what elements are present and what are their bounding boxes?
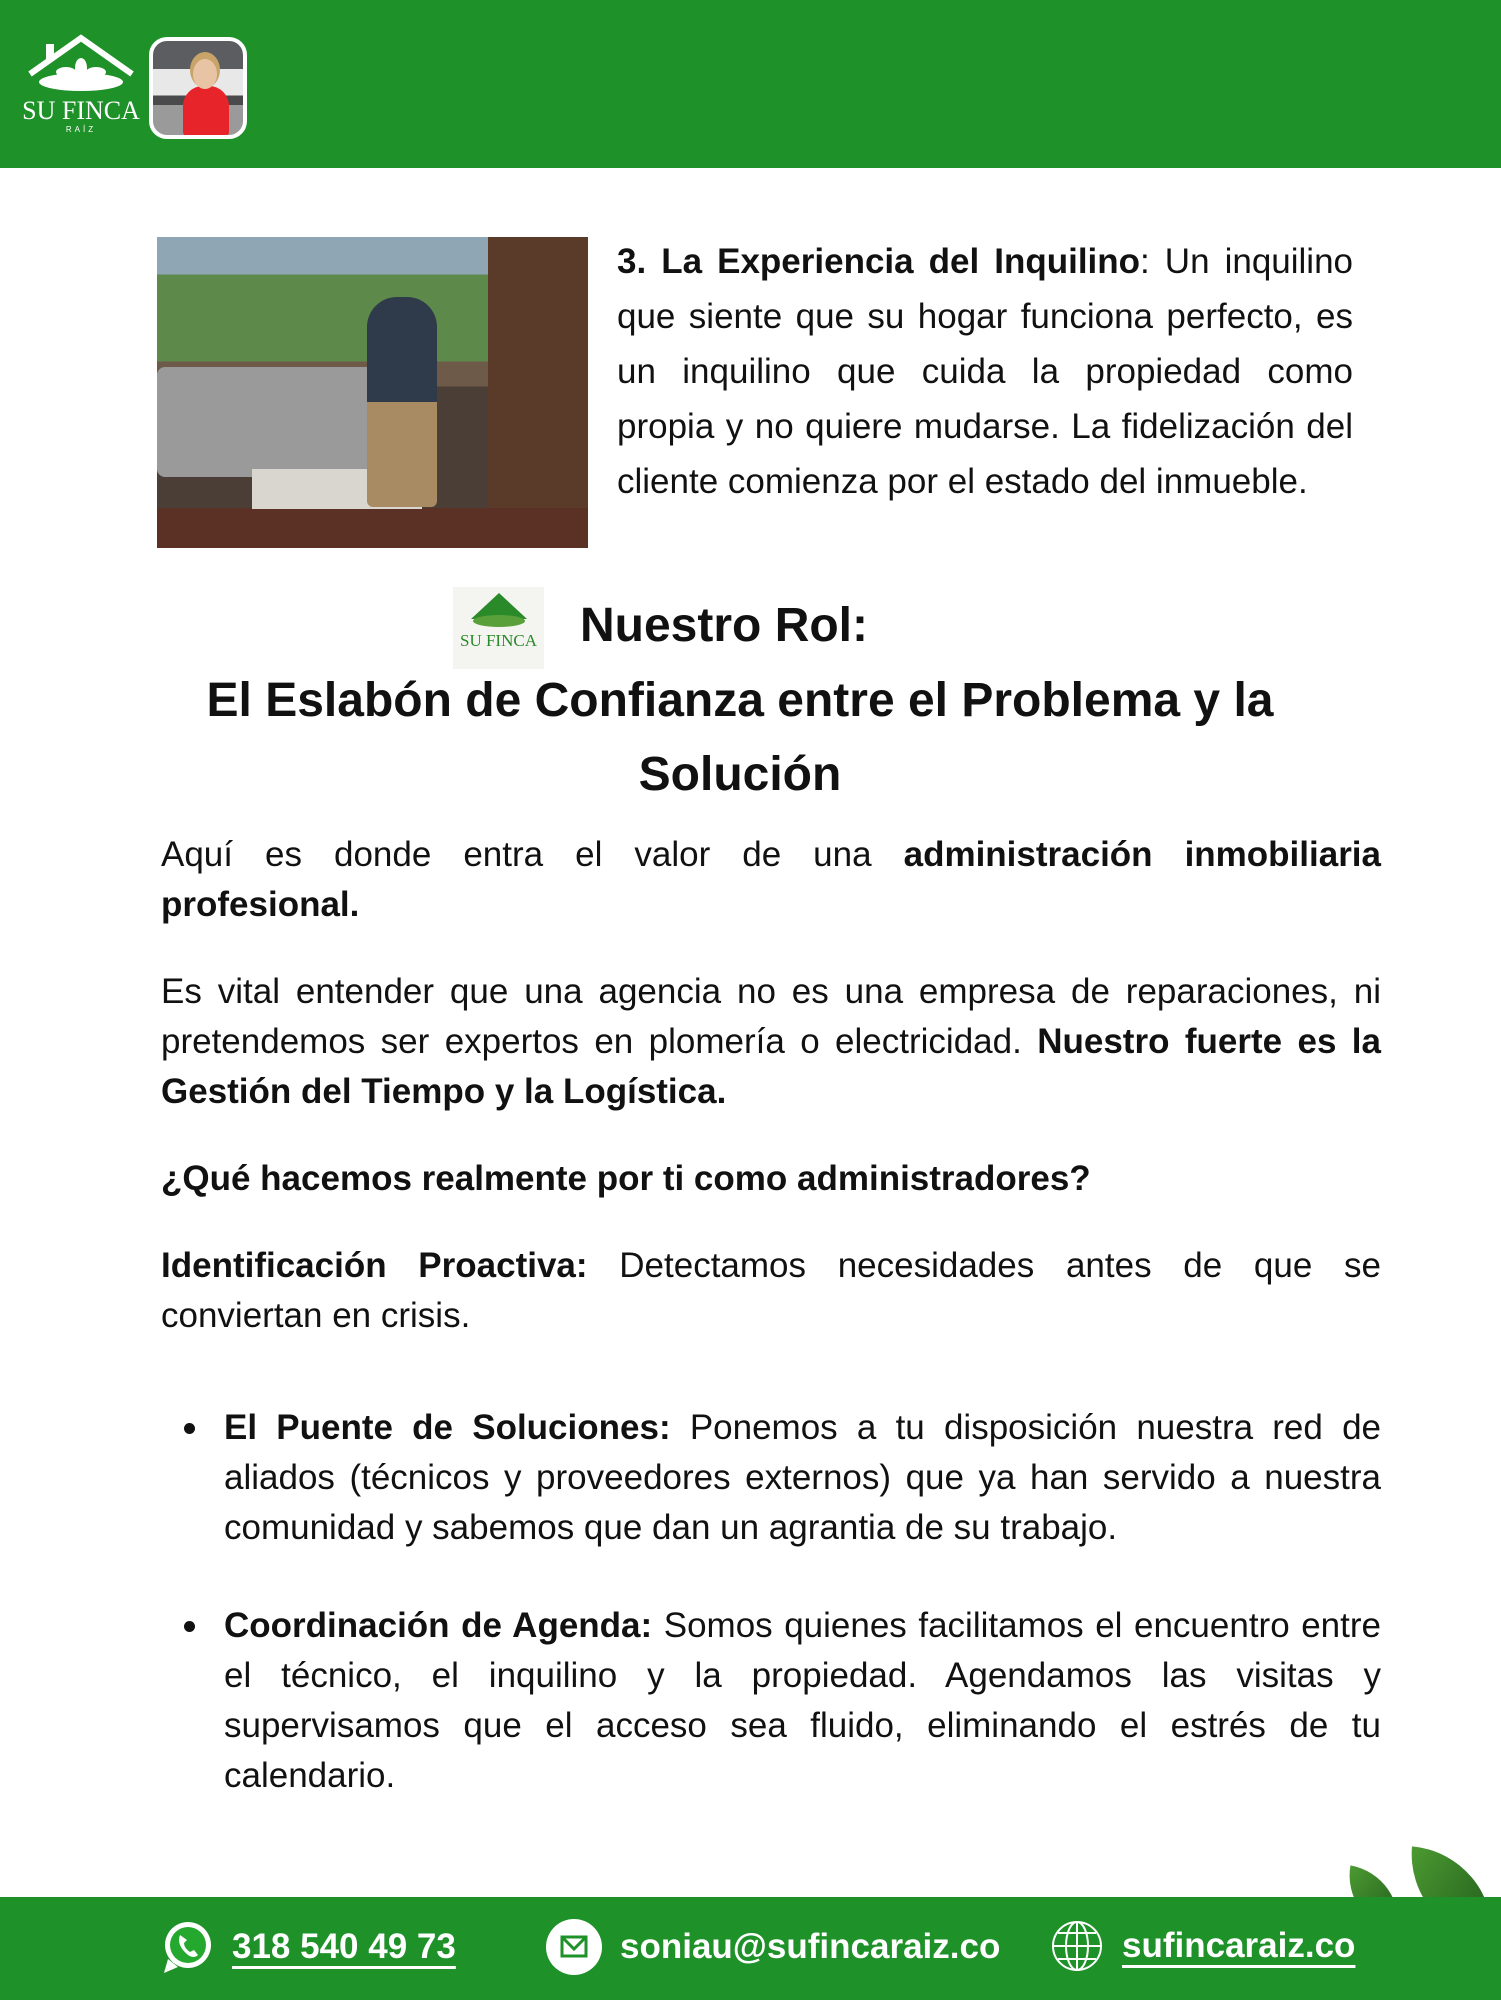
paragraph-1: Aquí es donde entra el valor de una administración inmobiliaria profesional. [161, 835, 1382, 924]
email-link[interactable]: soniau@sufincaraiz.co [546, 1919, 1000, 1975]
footer [0, 1897, 1501, 2000]
section-title: Nuestro Rol: [580, 599, 868, 652]
intro-title: 3. La Experiencia del Inquilino [617, 242, 1141, 281]
mini-logo: SU FINCA [453, 587, 544, 669]
house-leaves-icon [22, 34, 140, 98]
mail-icon [546, 1919, 602, 1975]
avatar [149, 37, 247, 139]
globe-icon [1050, 1919, 1104, 1973]
bullet-list [161, 1403, 1381, 1801]
whatsapp-icon [160, 1919, 214, 1975]
website-link[interactable]: sufincaraiz.co [1050, 1919, 1355, 1973]
main-content [161, 830, 1381, 1849]
phone-link[interactable]: 318 540 49 73 [160, 1919, 456, 1975]
list-item: Coordinación de Agenda: Somos quienes facilitamos el encuentro entre el técnico, el inquilino y la propiedad. Agendamos las visitas y supervisamos que el acceso sea fluido, eliminando el estrés de tu calendario. [161, 1601, 1381, 1801]
paragraph-2: Es vital entender que una agencia no es una empresa de reparaciones, ni pretendemos ser expertos en plomería o electricidad. Nuestro fuerte es la Gestión del Tiempo y la Logística. [161, 972, 1381, 1111]
su-finca-logo [22, 34, 140, 144]
header [0, 0, 1501, 168]
intro-text: : Un inquilino que siente que su hogar funciona perfecto, es un inquilino que cuida la propiedad como propia y no quiere mudarse. La fidelización del cliente comienza por el estado del inmueble. [617, 242, 1354, 501]
intro-paragraph [617, 234, 1353, 509]
paragraph-3: Identificación Proactiva: Detectamos necesidades antes de que se conviertan en crisis. [161, 1246, 1381, 1335]
logo-sub: RAÍZ [65, 125, 97, 134]
list-item: El Puente de Soluciones: Ponemos a tu disposición nuestra red de aliados (técnicos y proveedores externos) que ya han servido a nuestra comunidad y sabemos que dan un agrantia de su trabajo. [161, 1403, 1381, 1553]
tenant-garden-photo [157, 237, 588, 548]
section-subtitle: El Eslabón de Confianza entre el Problema y la Solución [206, 674, 1274, 801]
question-heading: ¿Qué hacemos realmente por ti como administradores? [161, 1159, 1091, 1198]
logo-brand: SU FINCA [22, 96, 140, 125]
